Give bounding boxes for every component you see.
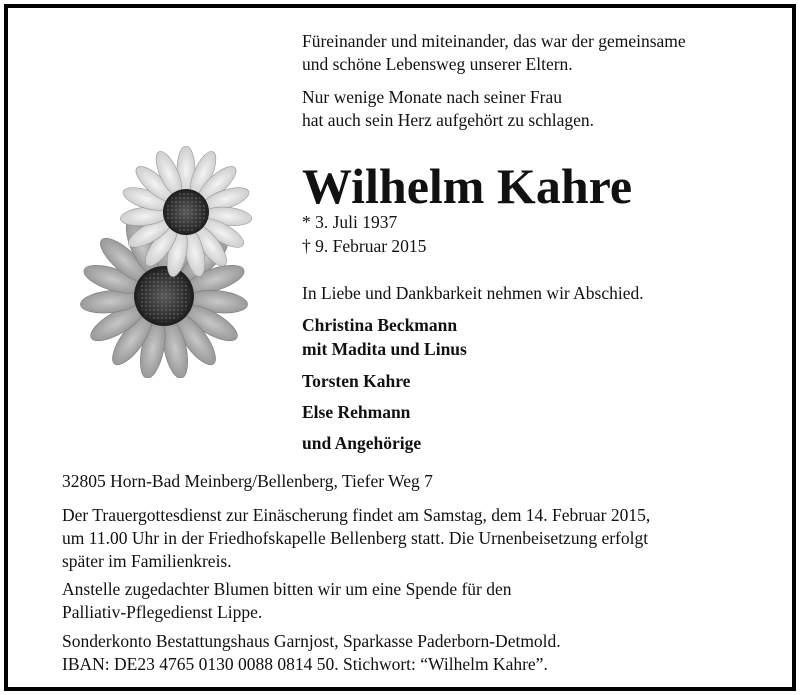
service-line-3: später im Familienkreis.	[62, 551, 232, 571]
obituary-notice	[4, 4, 796, 691]
deceased-name: Wilhelm Kahre	[302, 158, 633, 214]
death-date: † 9. Februar 2015	[302, 236, 427, 256]
mourner-name: Torsten Kahre	[302, 371, 411, 391]
intro-line-3: Nur wenige Monate nach seiner Frau	[302, 87, 562, 107]
bank-line-2: IBAN: DE23 4765 0130 0088 0814 50. Stichwort: “Wilhelm Kahre”.	[62, 654, 548, 674]
service-line-1: Der Trauergottesdienst zur Einäscherung findet am Samstag, dem 14. Februar 2015,	[62, 505, 651, 525]
farewell-line: In Liebe und Dankbarkeit nehmen wir Abschied.	[302, 283, 644, 303]
service-line-2: um 11.00 Uhr in der Friedhofskapelle Bellenberg statt. Die Urnenbeisetzung erfolgt	[62, 528, 649, 548]
sunflower-icon	[72, 146, 262, 378]
mourner-name: Else Rehmann	[302, 402, 411, 422]
address-line: 32805 Horn-Bad Meinberg/Bellenberg, Tiefer Weg 7	[62, 471, 433, 491]
intro-line-4: hat auch sein Herz aufgehört zu schlagen.	[302, 110, 595, 130]
intro-line-1: Füreinander und miteinander, das war der gemeinsame	[302, 31, 686, 51]
bank-line-1: Sonderkonto Bestattungshaus Garnjost, Sparkasse Paderborn-Detmold.	[62, 631, 561, 651]
donation-line-1: Anstelle zugedachter Blumen bitten wir um eine Spende für den	[62, 579, 512, 599]
mourner-name: mit Madita und Linus	[302, 339, 467, 359]
birth-date: * 3. Juli 1937	[302, 212, 398, 232]
mourner-name: und Angehörige	[302, 433, 422, 453]
donation-line-2: Palliativ-Pflegedienst Lippe.	[62, 602, 263, 622]
intro-line-2: und schöne Lebensweg unserer Eltern.	[302, 54, 573, 74]
mourner-name: Christina Beckmann	[302, 315, 458, 335]
